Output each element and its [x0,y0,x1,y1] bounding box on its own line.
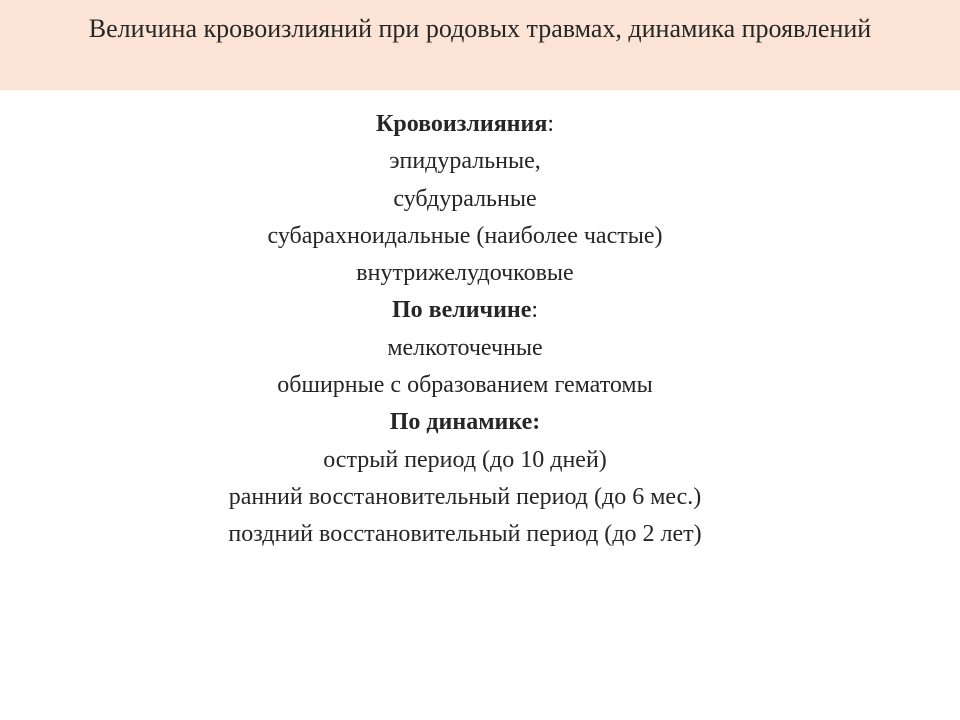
list-item: острый период (до 10 дней) [323,446,607,473]
group-heading [0,404,930,441]
list-item: субарахноидальные (наиболее частые) [267,222,663,249]
list-item: поздний восстановительный период (до 2 лет) [228,521,702,548]
group-heading-term: По динамике: [389,409,541,436]
slide-body [0,106,930,554]
group-by-dynamics [0,404,930,553]
list-item: обширные с образованием гематомы [277,372,653,399]
list-item: внутрижелудочковые [356,260,574,287]
group-heading-term: По величине [391,297,532,324]
group-heading-term: Кровоизлияния [375,111,548,137]
list-item: мелкоточечные [387,334,543,361]
group-heading [0,106,930,143]
list-item: эпидуральные, [389,148,541,175]
title-banner [0,0,960,90]
group-heading [0,292,930,329]
group-hemorrhage-types [0,106,930,292]
list-item: субдуральные [393,185,537,212]
group-by-size [0,292,930,404]
group-heading-suffix: : [531,297,539,324]
group-heading-suffix: : [547,111,554,137]
slide-title: Величина кровоизлияний при родовых травмах, динамика проявлений [88,14,872,43]
list-item: ранний восстановительный период (до 6 мес.) [228,483,702,510]
